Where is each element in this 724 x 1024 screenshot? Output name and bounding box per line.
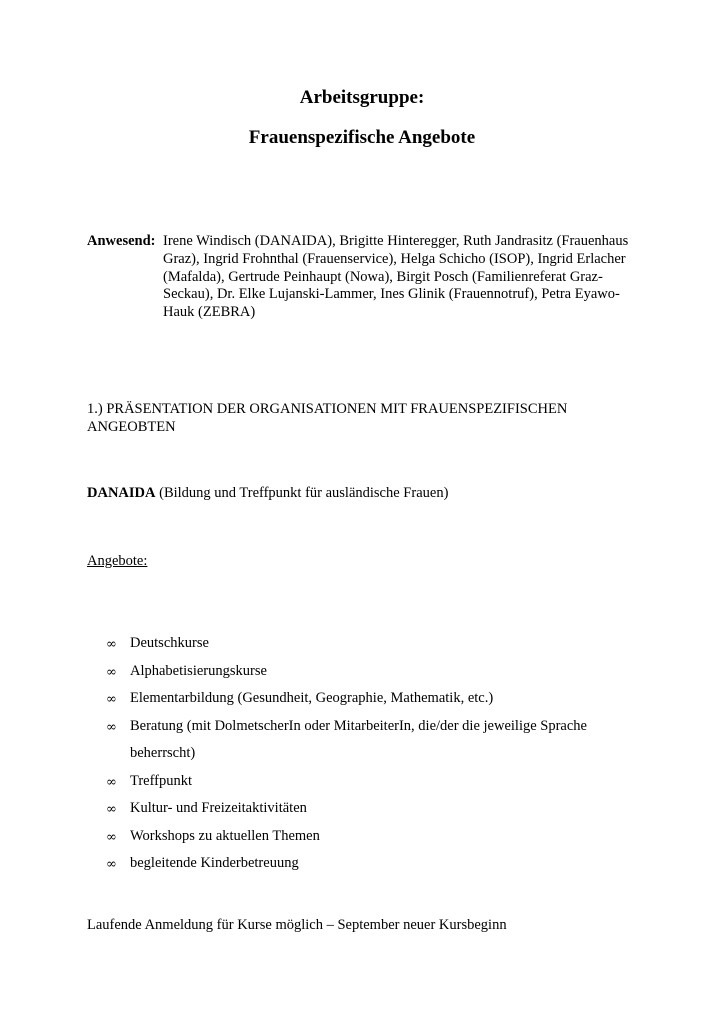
infinity-bullet-icon: ∞ (106, 802, 117, 817)
list-item (0, 685, 724, 713)
list-item (0, 795, 724, 823)
offer-text: Elementarbildung (Gesundheit, Geographie, Mathematik, etc.) (130, 690, 494, 706)
document-subtitle: Frauenspezifische Angebote (248, 127, 476, 148)
section-heading-line: ANGEOBTEN (87, 419, 176, 435)
infinity-bullet-icon: ∞ (106, 719, 117, 735)
organization-name: DANAIDA (87, 485, 156, 501)
offer-text-line: beherrscht) (130, 745, 196, 761)
offer-text: Treffpunkt (130, 772, 193, 789)
offer-text (130, 713, 587, 768)
infinity-bullet-icon: ∞ (106, 692, 117, 707)
organization-line (87, 485, 448, 502)
list-item (0, 768, 724, 796)
attendees-line: Hauk (ZEBRA) (163, 304, 256, 321)
offers-list (0, 630, 724, 878)
offer-text: Workshops zu aktuellen Themen (130, 827, 320, 844)
attendees-label: Anwesend: (87, 233, 156, 249)
footer-note: Laufende Anmeldung für Kurse möglich – September neuer Kursbeginn (87, 917, 507, 933)
offer-text: Alphabetisierungskurse (130, 662, 267, 679)
infinity-bullet-icon: ∞ (106, 774, 117, 790)
infinity-bullet-icon: ∞ (106, 664, 117, 680)
list-item (0, 713, 724, 768)
attendees-line: Seckau), Dr. Elke Lujanski-Lammer, Ines Glinik (Frauennotruf), Petra Eyawo- (163, 286, 620, 303)
section-heading (87, 400, 647, 436)
list-item (0, 658, 724, 686)
attendees-line: Irene Windisch (DANAIDA), Brigitte Hinteregger, Ruth Jandrasitz (Frauenhaus (163, 233, 629, 249)
document-title: Arbeitsgruppe: (299, 87, 425, 108)
infinity-bullet-icon: ∞ (106, 829, 117, 845)
list-item (0, 850, 724, 878)
offer-text: begleitende Kinderbetreuung (130, 855, 299, 871)
attendees-line: Graz), Ingrid Frohnthal (Frauenservice), Helga Schicho (ISOP), Ingrid Erlacher (163, 250, 626, 267)
infinity-bullet-icon: ∞ (106, 857, 117, 872)
attendees-line: (Mafalda), Gertrude Peinhaupt (Nowa), Birgit Posch (Familienreferat Graz- (163, 268, 603, 285)
organization-description: (Bildung und Treffpunkt für ausländische Frauen) (155, 485, 449, 501)
offer-text: Deutschkurse (130, 635, 209, 651)
section-heading-line: 1.) PRÄSENTATION DER ORGANISATIONEN MIT FRAUENSPEZIFISCHEN (87, 401, 568, 417)
infinity-bullet-icon: ∞ (106, 637, 117, 652)
offers-label: Angebote: (87, 553, 148, 569)
attendees-list (163, 233, 641, 322)
offer-text-line: Beratung (mit DolmetscherIn oder MitarbeiterIn, die/der die jeweilige Sprache (130, 717, 587, 734)
offer-text: Kultur- und Freizeitaktivitäten (130, 800, 307, 816)
list-item (0, 630, 724, 658)
list-item (0, 823, 724, 851)
